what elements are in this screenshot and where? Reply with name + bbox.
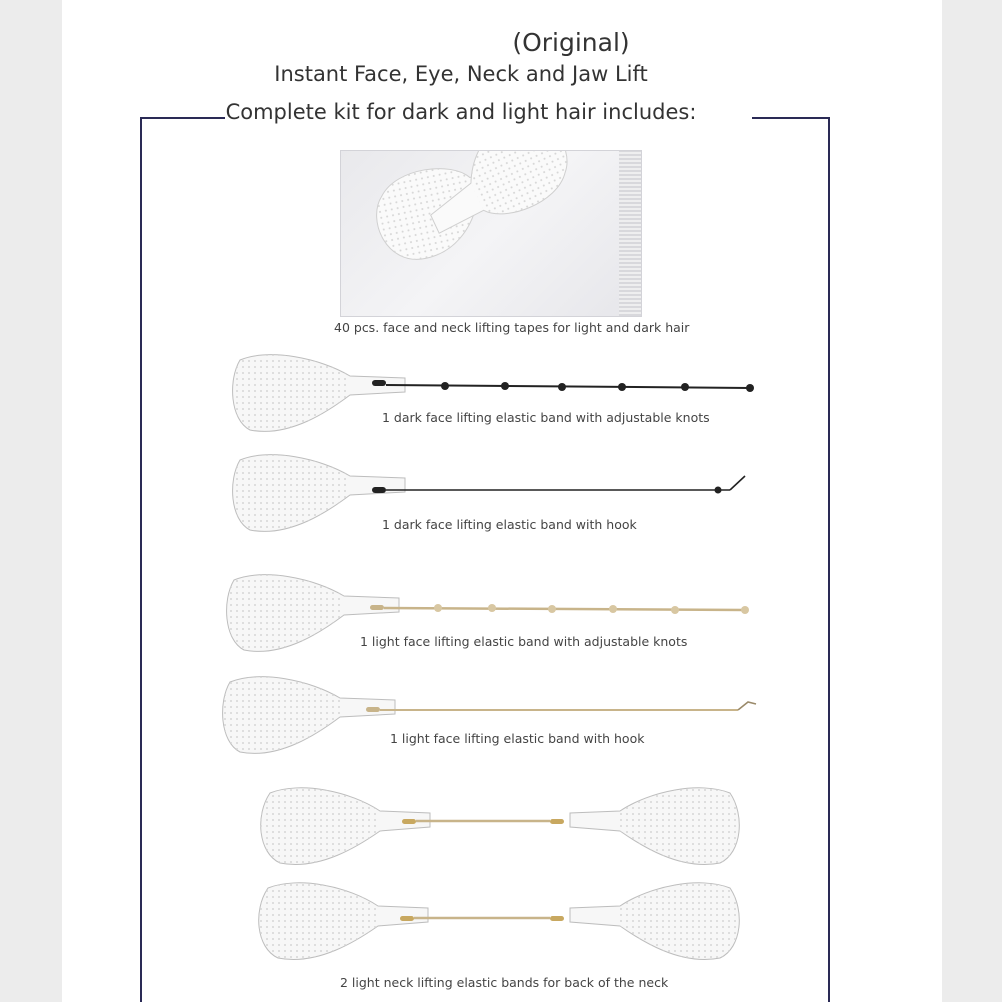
caption-neck-bands: 2 light neck lifting elastic bands for back of the neck (340, 975, 669, 990)
neck-band-1-illustration (0, 775, 1002, 885)
dark-band-hook (0, 440, 1002, 550)
tapes-in-bag-illustration (341, 151, 641, 316)
dark-band-knots-illustration (0, 340, 1002, 450)
caption-dark-hook: 1 dark face lifting elastic band with hook (382, 517, 637, 532)
light-band-knots-illustration (0, 560, 1002, 670)
original-tag: (Original) (512, 28, 630, 57)
caption-tapes: 40 pcs. face and neck lifting tapes for light and dark hair (334, 320, 690, 335)
neck-band-1 (0, 775, 1002, 885)
neck-band-2 (0, 870, 1002, 980)
light-band-knots (0, 560, 1002, 670)
light-band-hook (0, 662, 1002, 772)
caption-light-knots: 1 light face lifting elastic band with adjustable knots (360, 634, 688, 649)
dark-band-hook-illustration (0, 440, 1002, 550)
caption-dark-knots: 1 dark face lifting elastic band with adjustable knots (382, 410, 710, 425)
dark-band-knots (0, 340, 1002, 450)
light-band-hook-illustration (0, 662, 1002, 772)
bag-zipper (619, 151, 641, 316)
kit-heading: Complete kit for dark and light hair includes: (225, 100, 697, 124)
caption-light-hook: 1 light face lifting elastic band with hook (390, 731, 645, 746)
product-subtitle: Instant Face, Eye, Neck and Jaw Lift (274, 62, 648, 86)
tape-bag (340, 150, 642, 317)
neck-band-2-illustration (0, 870, 1002, 980)
